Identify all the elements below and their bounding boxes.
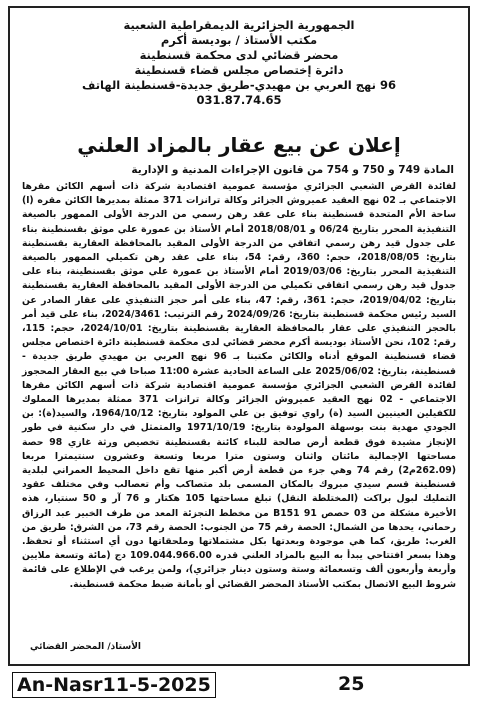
notice-header (10, 18, 468, 108)
header-line: دائرة إختصاص مجلس قضاء قسنطينة (134, 63, 344, 77)
notice-body (22, 180, 456, 592)
header-line: 96 نهج العربي بن مهيدي-طريق جديدة-قسنطينة الهاتف (82, 78, 396, 92)
notice-body-text: لفائدة القرض الشعبي الجزائري مؤسسة عمومية اقتصادية شركة ذات أسهم الكائن مقرها الاجتماعي بـ 02 نهج العقيد عميروش الجزائر وكالة ترانزات 371 ممثلة بمديرها الكائن مقره (ا) ساحة الأم المتحدة قسنطينة بناء على عقد رهن رسمي من الدرجة الأولى الممهور بالصيغة التنفيذية المحرر بتاريخ 06/24 و 2018/08/01 أمام الأستاذ بن عمورة علي موثق بقسنطينة بناء على جدول قيد رهن رسمي اتفاقي من الدرجة الأولى المقيد بالمحافظة العقارية بقسنطينة بتاريخ: 2018/08/05، حجم: 360، رقم: 54، بناء على عقد رهن تكميلي الممهور بالصيغة التنفيذية المحرر بتاريخ: 2019/03/06 أمام الأستاذ بن عمورة علي موثق بقسنطينة، بناء على جدول قيد رهن رسمي اتفاقي تكميلي من الدرجة الأولى المقيد بالمحافظة العقارية بقسنطينة بتاريخ: 2019/04/02، حجم: 361، رقم: 47، بناء على أمر حجز التنفيذي على عقار الصادر عن السيد رئيس محكمة قسنطينة بتاريخ: 2024/09/26 رقم الترتيب: 2024/3461، بناء على قيد أمر بالحجز التنفيذي على عقار بالمحافظة العقارية بقسنطينة بتاريخ: 2024/10/01، حجم: 115، رقم: 102، نحن الأستاذ بوديسة أكرم محضر قضائي لدى محكمة قسنطينة دائرة اختصاص مجلس قضاء قسنطينة الموقع أدناه والكائن مكتبنا بـ 96 نهج العربي بن مهيدي طريق جديدة - قسنطينة، بتاريخ: 2025/06/02 على الساعة الحادية عشرة 11:00 صباحا في بيع العقار المحجوز لفائدة القرض الشعبي الجزائري مؤسسة عمومية اقتصادية شركة ذات أسهم الكائن مقرها الاجتماعي - 02 نهج العقيد عميروش الجزائر وكالة ترانزات 371 ممثلة بمديرها المملوك للكفيلين العينيين السيد (ة) راوي توفيق بن علي المولود بتاريخ: 1964/10/12، والسيد(ة): بن الجودي مهدية بنت بوسهلة المولودة بتاريخ: 1971/10/19 والمتمثل في دار سكنية في طور الإنجاز مشيدة فوق قطعة أرض صالحة للبناء كائنة بقسنطينة تخصيص ورثة غازي 98 حصة مساحتها الإجمالية مائتان واثنان وستون مترا مربعا وتسعة وعشرون سنتيمترا مربعا (262.09م2) رقم 74 وهي جزء من قطعة أرض أكبر منها تقع داخل المحيط العمراني لبلدية قسنطينة قسم سيدي مبروك بالمكان المسمى بلد متصاكب وأم تعصالب وفي مختلف عقود التمليك لبول براكت (المختلطة النقل) تبلغ مساحتها 105 هكتار و 76 آر و 50 سنتيار، هذه الأخيرة مشكلة من 03 حصص B151 91 من مخطط التجزئة المعد من طرف الخبير عبد الرزاق رحماني، يحدها من الشمال: الحصة رقم 75 من الجنوب: الحصة رقم 73، من الشرق: طريق من الغرب: طريق، كما هي موجودة وبعدتها بكل مشتملاتها وملحقاتها دون أي استثناء أو تحفظ. وهذا بسعر افتتاحي يبدأ به البيع بالمزاد العلني قدره 109.044.966.00 دج (مائة وتسعة ملايين وأربعة وأربعون ألف وتسعمائة وستة وستون دينار جزائري)، ولمن يرغب في الإطلاع على قائمة شروط البيع الاتصال بمكتب الأستاذ المحضر القضائي أو بأمانة ضبط محكمة قسنطينة. (22, 181, 457, 590)
header-line: محضر قضائي لدى محكمة قسنطينة (139, 48, 339, 62)
signature: الأستاذ/ المحضر القضائي (30, 642, 141, 652)
legal-article: المادة 749 و 750 و 754 من قانون الإجراءات المدنية و الإدارية (131, 164, 454, 176)
page-footer (8, 670, 470, 700)
header-line: مكتب الأستاذ / بوديسة أكرم (160, 33, 318, 47)
newspaper-reference: An-Nasr11-5-2025 (12, 672, 216, 698)
header-line: 031.87.74.65 (196, 93, 282, 107)
header-line: الجمهورية الجزائرية الديمقراطية الشعبية (123, 18, 355, 32)
page-number: 25 (338, 673, 365, 695)
notice-frame (8, 6, 470, 666)
notice-title: إعلان عن بيع عقار بالمزاد العلني (77, 133, 401, 157)
